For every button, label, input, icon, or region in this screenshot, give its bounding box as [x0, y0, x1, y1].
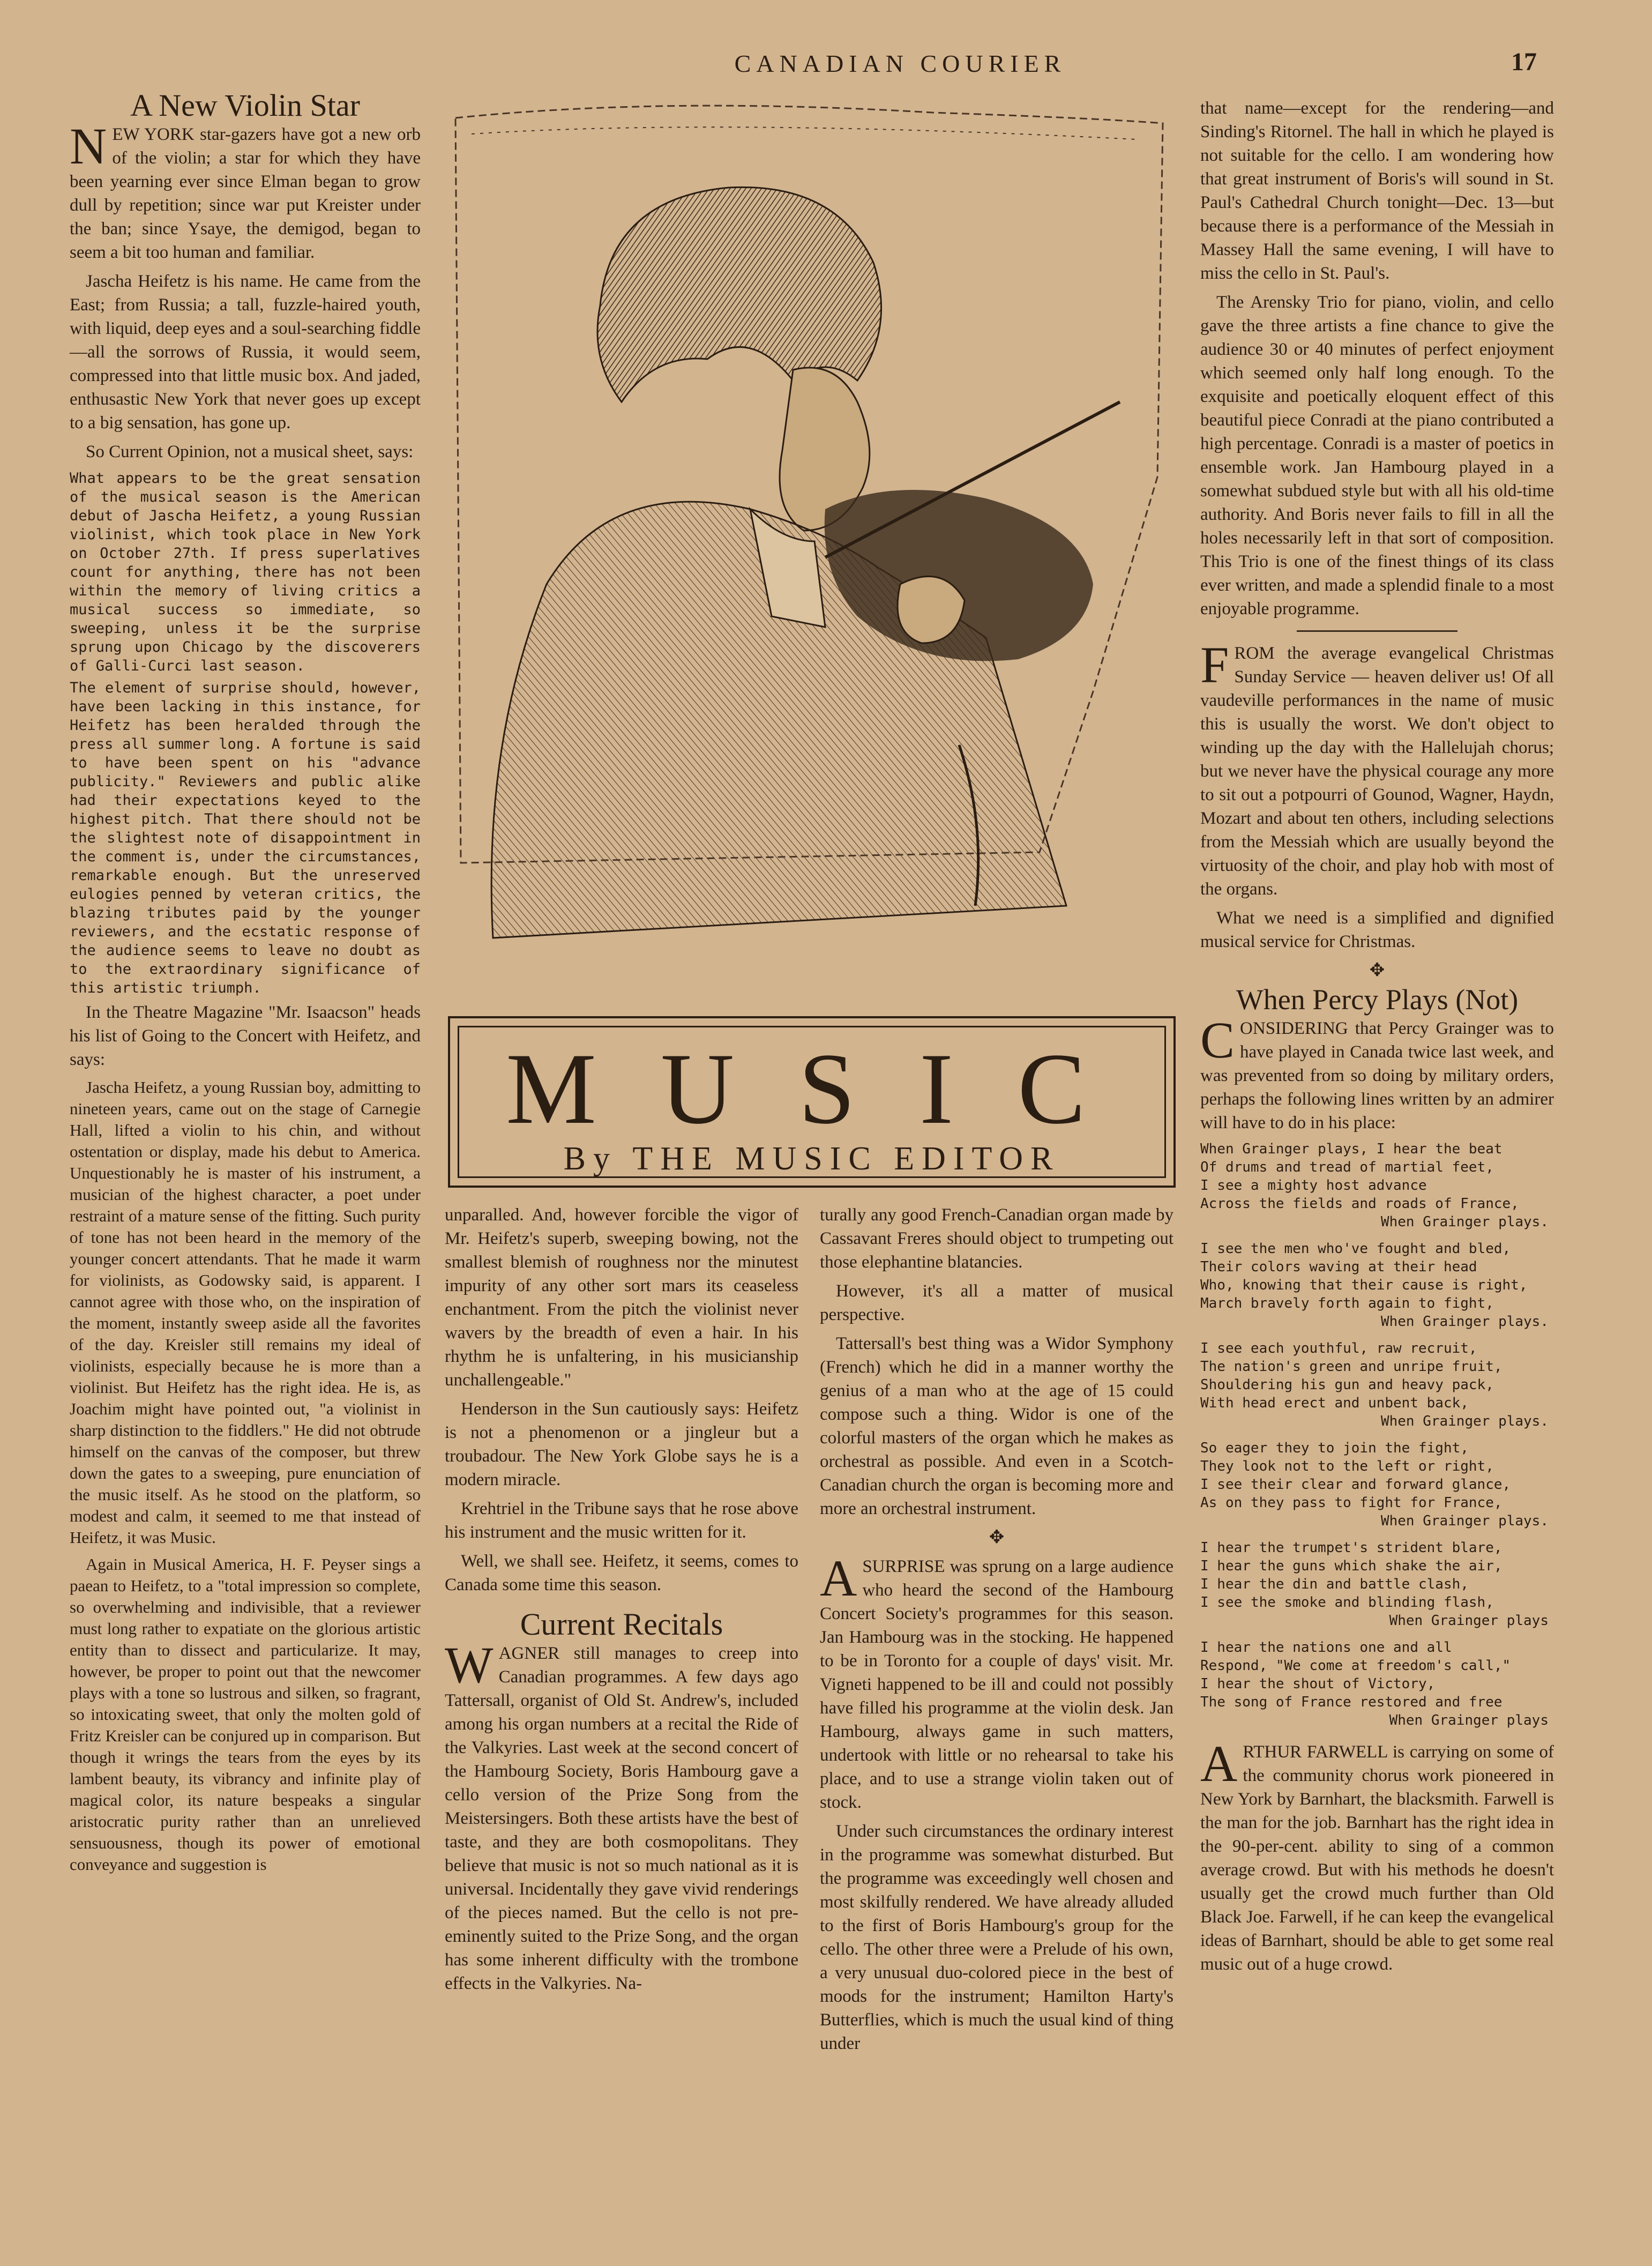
poem-line: Respond, "We come at freedom's call,": [1200, 1658, 1511, 1674]
paragraph: WAGNER still manages to creep into Canadian programmes. A few days ago Tattersall, organist of Old St. Andrew's, included among his organ numbers at a recital the Ride of the Valkyries. Last week at the second concert of the Hambourg Society, Boris Hambourg gave a cello version of the Prize Song from the Meistersingers. Both these artists have the best of taste, and they are both cosmopolitans. They believe that music is not so much national as it is universal. Incidentally they gave vivid renderings of the pieces named. But the cello is not pre-eminently suited to the Prize Song, and the organ has some inherent difficulty with the trombone effects in the Valkyries. Na-: [445, 1636, 798, 1993]
poem-line: I hear the nations one and all: [1200, 1639, 1452, 1656]
drop-cap: W: [445, 1636, 494, 1694]
column-3: [820, 1203, 1173, 2061]
poem-line: March bravely forth again to fight,: [1200, 1295, 1494, 1311]
banner-inner-frame: [458, 1026, 1166, 1178]
poem-line: Of drums and tread of martial feet,: [1200, 1159, 1494, 1175]
poem-refrain: When Grainger plays: [1389, 1712, 1549, 1728]
paragraph: Henderson in the Sun cautiously says: Heifetz is not a phenomenon or a jingleur but a troubadour. The New York Globe says he is a modern miracle.: [445, 1399, 798, 1489]
section-ornament: ✥: [1369, 960, 1385, 980]
drop-cap: A: [1200, 1735, 1238, 1792]
paragraph: Tattersall's best thing was a Widor Symphony (French) which he did in a manner worthy the genius of a man who at the age of 15 could compose such a thing. Widor is one of the colorful masters of the organ which he makes as orchestral as possible. And even in a Scotch-Canadian church the organ is becoming more and more an orchestral instrument.: [820, 1334, 1173, 1518]
paragraph: turally any good French-Canadian organ made by Cassavant Freres should object to trumpeting out those elephantine blatancies.: [820, 1205, 1173, 1272]
poem-refrain: When Grainger plays: [1389, 1613, 1549, 1629]
drop-cap: F: [1200, 636, 1229, 694]
poem-line: Shouldering his gun and heavy pack,: [1200, 1377, 1494, 1393]
paragraph: NEW YORK star-gazers have got a new orb of the violin; a star for which they have been yearning ever since Elman began to grow dull by repetition; since war put Kreister under the ban; since Ysaye, the demigod, began to seem a bit too human and familiar.: [70, 117, 421, 262]
poem-line: The song of France restored and free: [1200, 1694, 1503, 1710]
poem-refrain: When Grainger plays.: [1380, 1314, 1549, 1330]
paragraph: that name—except for the rendering—and Sinding's Ritornel. The hall in which he played is not suitable for the cello. I am wondering how that great instrument of Boris's will sound in St. Paul's Cathedral Church tonight—Dec. 13—but because there is a performance of the Messiah in Massey Hall the same evening, I will have to miss the cello in St. Paul's.: [1200, 99, 1554, 283]
paragraph: In the Theatre Magazine "Mr. Isaacson" heads his list of Going to the Concert with Heifetz, and says:: [70, 1003, 421, 1069]
poem: [1200, 1140, 1554, 1730]
paragraph: So Current Opinion, not a musical sheet, says:: [86, 442, 414, 461]
poem-stanza: [1200, 1140, 1554, 1231]
poem-line: I see the smoke and blinding flash,: [1200, 1594, 1494, 1611]
paragraph: Jascha Heifetz, a young Russian boy, admitting to nineteen years, came out on the stage of Carnegie Hall, lifted a violin to his chin, and without ostentation or display, made his debut to America. Unquestionably he is master of his instrument, a musician of the highest character, a poet under restraint of a mature sense of the fitting. Such purity of tone has not been heard in the memory of the younger concert attendants. That he made it warm for violinists, as Godowsky said, is apparent. I cannot agree with those who, on the inspiration of the moment, instantly sweep aside all the favorites of the day. Kreisler still remains my ideal of violinists, especially because he is more than a violinist. But Heifetz has the right idea. He is, as Joachim might have pointed out, "a violinist in sharp distinction to the fiddlers." He did not obtrude himself on the canvas of the composer, but threw down the gates to a sweeping, pure enunciation of the music itself. As he stood on the platform, so modest and calm, it seemed to me that instead of Heifetz, it was Music.: [70, 1078, 421, 1547]
drop-cap: C: [1200, 1011, 1235, 1069]
paragraph: Jascha Heifetz is his name. He came from the East; from Russia; a tall, fuzzle-haired youth, with liquid, deep eyes and a soul-searching fiddle —all the sorrows of Russia, it would seem, compressed into that little music box. And jaded, enthusastic New York that never goes up except to a big sensation, has gone up.: [70, 272, 421, 433]
article-heading: When Percy Plays (Not): [1236, 983, 1519, 1016]
poem-refrain: When Grainger plays.: [1380, 1513, 1549, 1529]
poem-line: The nation's green and unripe fruit,: [1200, 1359, 1503, 1375]
page-number: 17: [1511, 48, 1537, 76]
column-1: [70, 88, 421, 1881]
paragraph: The Arensky Trio for piano, violin, and cello gave the three artists a fine chance to give the audience 30 or 40 minutes of perfect enjoyment which seemed only half long enough. To the exquisite and poetically eloquent effect of this beautiful piece Conradi at the piano contributed a high percentage. Conradi is a master of poetics in ensemble work. Jan Hambourg played in a somewhat subdued style but with all his old-time authority. And Boris never fails to fill in all the holes necessarily left in that sort of composition. This Trio is one of the finest things of its class ever written, and made a splendid finale to a most enjoyable programme.: [1200, 293, 1554, 618]
poem-stanza: [1200, 1439, 1554, 1530]
poem-refrain: When Grainger plays.: [1380, 1413, 1549, 1429]
section-banner: [448, 1016, 1176, 1188]
violinist-portrait-illustration: [450, 102, 1168, 981]
section-title: MUSIC: [506, 1033, 1150, 1145]
poem-line: I hear the din and battle clash,: [1200, 1576, 1469, 1592]
paragraph: Well, we shall see. Heifetz, it seems, comes to Canada some time this season.: [445, 1552, 798, 1594]
quote-paragraph: The element of surprise should, however, have been lacking in this instance, for Heifetz has been heralded through the press all summer long. A fortune is said to have been spent on his "advance publicity." Reviewers and public alike had their expectations keyed to the highest pitch. That there should not be the slightest note of disappointment in the comment is, under the circumstances, remarkable enough. But the unreserved eulogies penned by veteran critics, the blazing tributes paid by the younger reviewers, and the ecstatic response of the audience seems to leave no doubt as to the extraordinary significance of this artistic triumph.: [70, 680, 421, 996]
poem-stanza: [1200, 1240, 1554, 1331]
poem-line: I see each youthful, raw recruit,: [1200, 1340, 1477, 1356]
paragraph: CONSIDERING that Percy Grainger was to have played in Canada twice last week, and was prevented from so doing by military orders, perhaps the following lines written by an admirer will have to do in his place:: [1200, 1011, 1554, 1132]
paragraph: Krehtriel in the Tribune says that he rose above his instrument and the music written for it.: [445, 1499, 798, 1542]
poem-line: I see the men who've fought and bled,: [1200, 1241, 1511, 1257]
poem-line: They look not to the left or right,: [1200, 1458, 1494, 1474]
paragraph: Again in Musical America, H. F. Peyser sings a paean to Heifetz, to a "total impression so complete, so overwhelming and indivisible, that a reviewer must long rather to expatiate on the glorious artistic entity than to dissect and particularize. It may, however, be proper to point out that the newcomer plays with a tone so lustrous and silken, so fragrant, so intoxicating sweet, that only the molten gold of Fritz Kreisler can be conjured up in comparison. But though it wrings the tears from the eyes by its lambent beauty, its vibrancy and infinite play of magical color, its nature bespeaks a singular aristocratic purity rather than an unrelieved sensuousness, though its power of emotional conveyance and suggestion is: [70, 1555, 421, 1874]
paragraph: unparalled. And, however forcible the vigor of Mr. Heifetz's superb, sweeping bowing, not the smallest blemish of roughness nor the minutest impurity of any other sort mars its ceaseless enchantment. From the pitch the violinist never wavers by the breadth of even a hair. In his rhythm he is unfaltering, in his musicianship unchallengeable.": [445, 1205, 798, 1390]
column-2: [445, 1203, 798, 2001]
paragraph: FROM the average evangelical Christmas Sunday Service — heaven deliver us! Of all vaudeville performances in the name of music this is usually the worst. We don't object to winding up the day with the Hallelujah chorus; but we never have the physical courage any more to sit out a potpourri of Gounod, Wagner, Haydn, Mozart and about ten others, including selections from the Messiah which are usually beyond the virtuosity of the choir, and play hob with most of the organs.: [1200, 636, 1554, 899]
poem-line: So eager they to join the fight,: [1200, 1440, 1469, 1456]
poem-line: With head erect and unbent back,: [1200, 1395, 1469, 1411]
section-ornament: ✥: [989, 1527, 1005, 1547]
drop-cap: A: [820, 1549, 857, 1607]
poem-stanza: [1200, 1539, 1554, 1630]
poem-line: I hear the guns which shake the air,: [1200, 1558, 1503, 1574]
column-4: [1200, 96, 1554, 1981]
poem-refrain: When Grainger plays.: [1380, 1214, 1549, 1230]
paragraph: ARTHUR FARWELL is carrying on some of the community chorus work pioneered in New York by Barnhart, the blacksmith. Farwell is the man for the job. Barnhart has the right idea in the 90-per-cent. ability to sing of a common average crowd. But with his methods he doesn't usually get the crowd much further than Old Black Joe. Farwell, if he can keep the evangelical ideas of Barnhart, should be able to get some real music out of a huge crowd.: [1200, 1735, 1554, 1974]
poem-line: Who, knowing that their cause is right,: [1200, 1277, 1528, 1293]
section-byline: By THE MUSIC EDITOR: [563, 1141, 1060, 1177]
quote-paragraph: What appears to be the great sensation of the musical season is the American debut of Jascha Heifetz, a young Russian violinist, which took place in New York on October 27th. If press superlatives count for anything, there has not been within the memory of living critics a musical success so immediate, so sweeping, unless it be the surprise sprung upon Chicago by the discoverers of Galli-Curci last season.: [70, 470, 421, 674]
paragraph: ASURPRISE was sprung on a large audience who heard the second of the Hambourg Concert Society's programmes for this season. Jan Hambourg was in the stocking. He happened to be in Toronto for a couple of days' visit. Mr. Vigneti happened to be ill and could not possibly have filled his programme at the violin desk. Jan Hambourg, always game in such matters, undertook with little or no rehearsal to take his place, and to use a strange violin taken out of stock.: [820, 1549, 1173, 1812]
poem-stanza: [1200, 1339, 1554, 1430]
paragraph: What we need is a simplified and dignified musical service for Christmas.: [1200, 908, 1554, 951]
masthead-title: CANADIAN COURIER: [734, 50, 1066, 77]
poem-line: I see a mighty host advance: [1200, 1177, 1427, 1194]
poem-line: As on they pass to fight for France,: [1200, 1495, 1503, 1511]
paragraph: However, it's all a matter of musical perspective.: [820, 1281, 1173, 1324]
article-heading: Current Recitals: [520, 1607, 723, 1642]
poem-line: Across the fields and roads of France,: [1200, 1196, 1519, 1212]
poem-line: When Grainger plays, I hear the beat: [1200, 1141, 1503, 1157]
section-divider: [1297, 630, 1457, 632]
poem-line: I hear the trumpet's strident blare,: [1200, 1540, 1503, 1556]
article-heading: A New Violin Star: [130, 88, 360, 123]
poem-line: I hear the shout of Victory,: [1200, 1676, 1436, 1692]
paragraph: Under such circumstances the ordinary interest in the programme was somewhat disturbed. But the programme was exceedingly well chosen and most skilfully rendered. We have already alluded to the first of Boris Hambourg's group for the cello. The other three were a Prelude of his own, a very unusual duo-colored piece in the best of moods for the instrument; Hamilton Harty's Butterflies, which is much the usual kind of thing under: [820, 1822, 1173, 2053]
poem-line: Their colors waving at their head: [1200, 1259, 1477, 1275]
poem-line: I see their clear and forward glance,: [1200, 1477, 1511, 1493]
poem-stanza: [1200, 1638, 1554, 1730]
drop-cap: N: [70, 117, 107, 175]
